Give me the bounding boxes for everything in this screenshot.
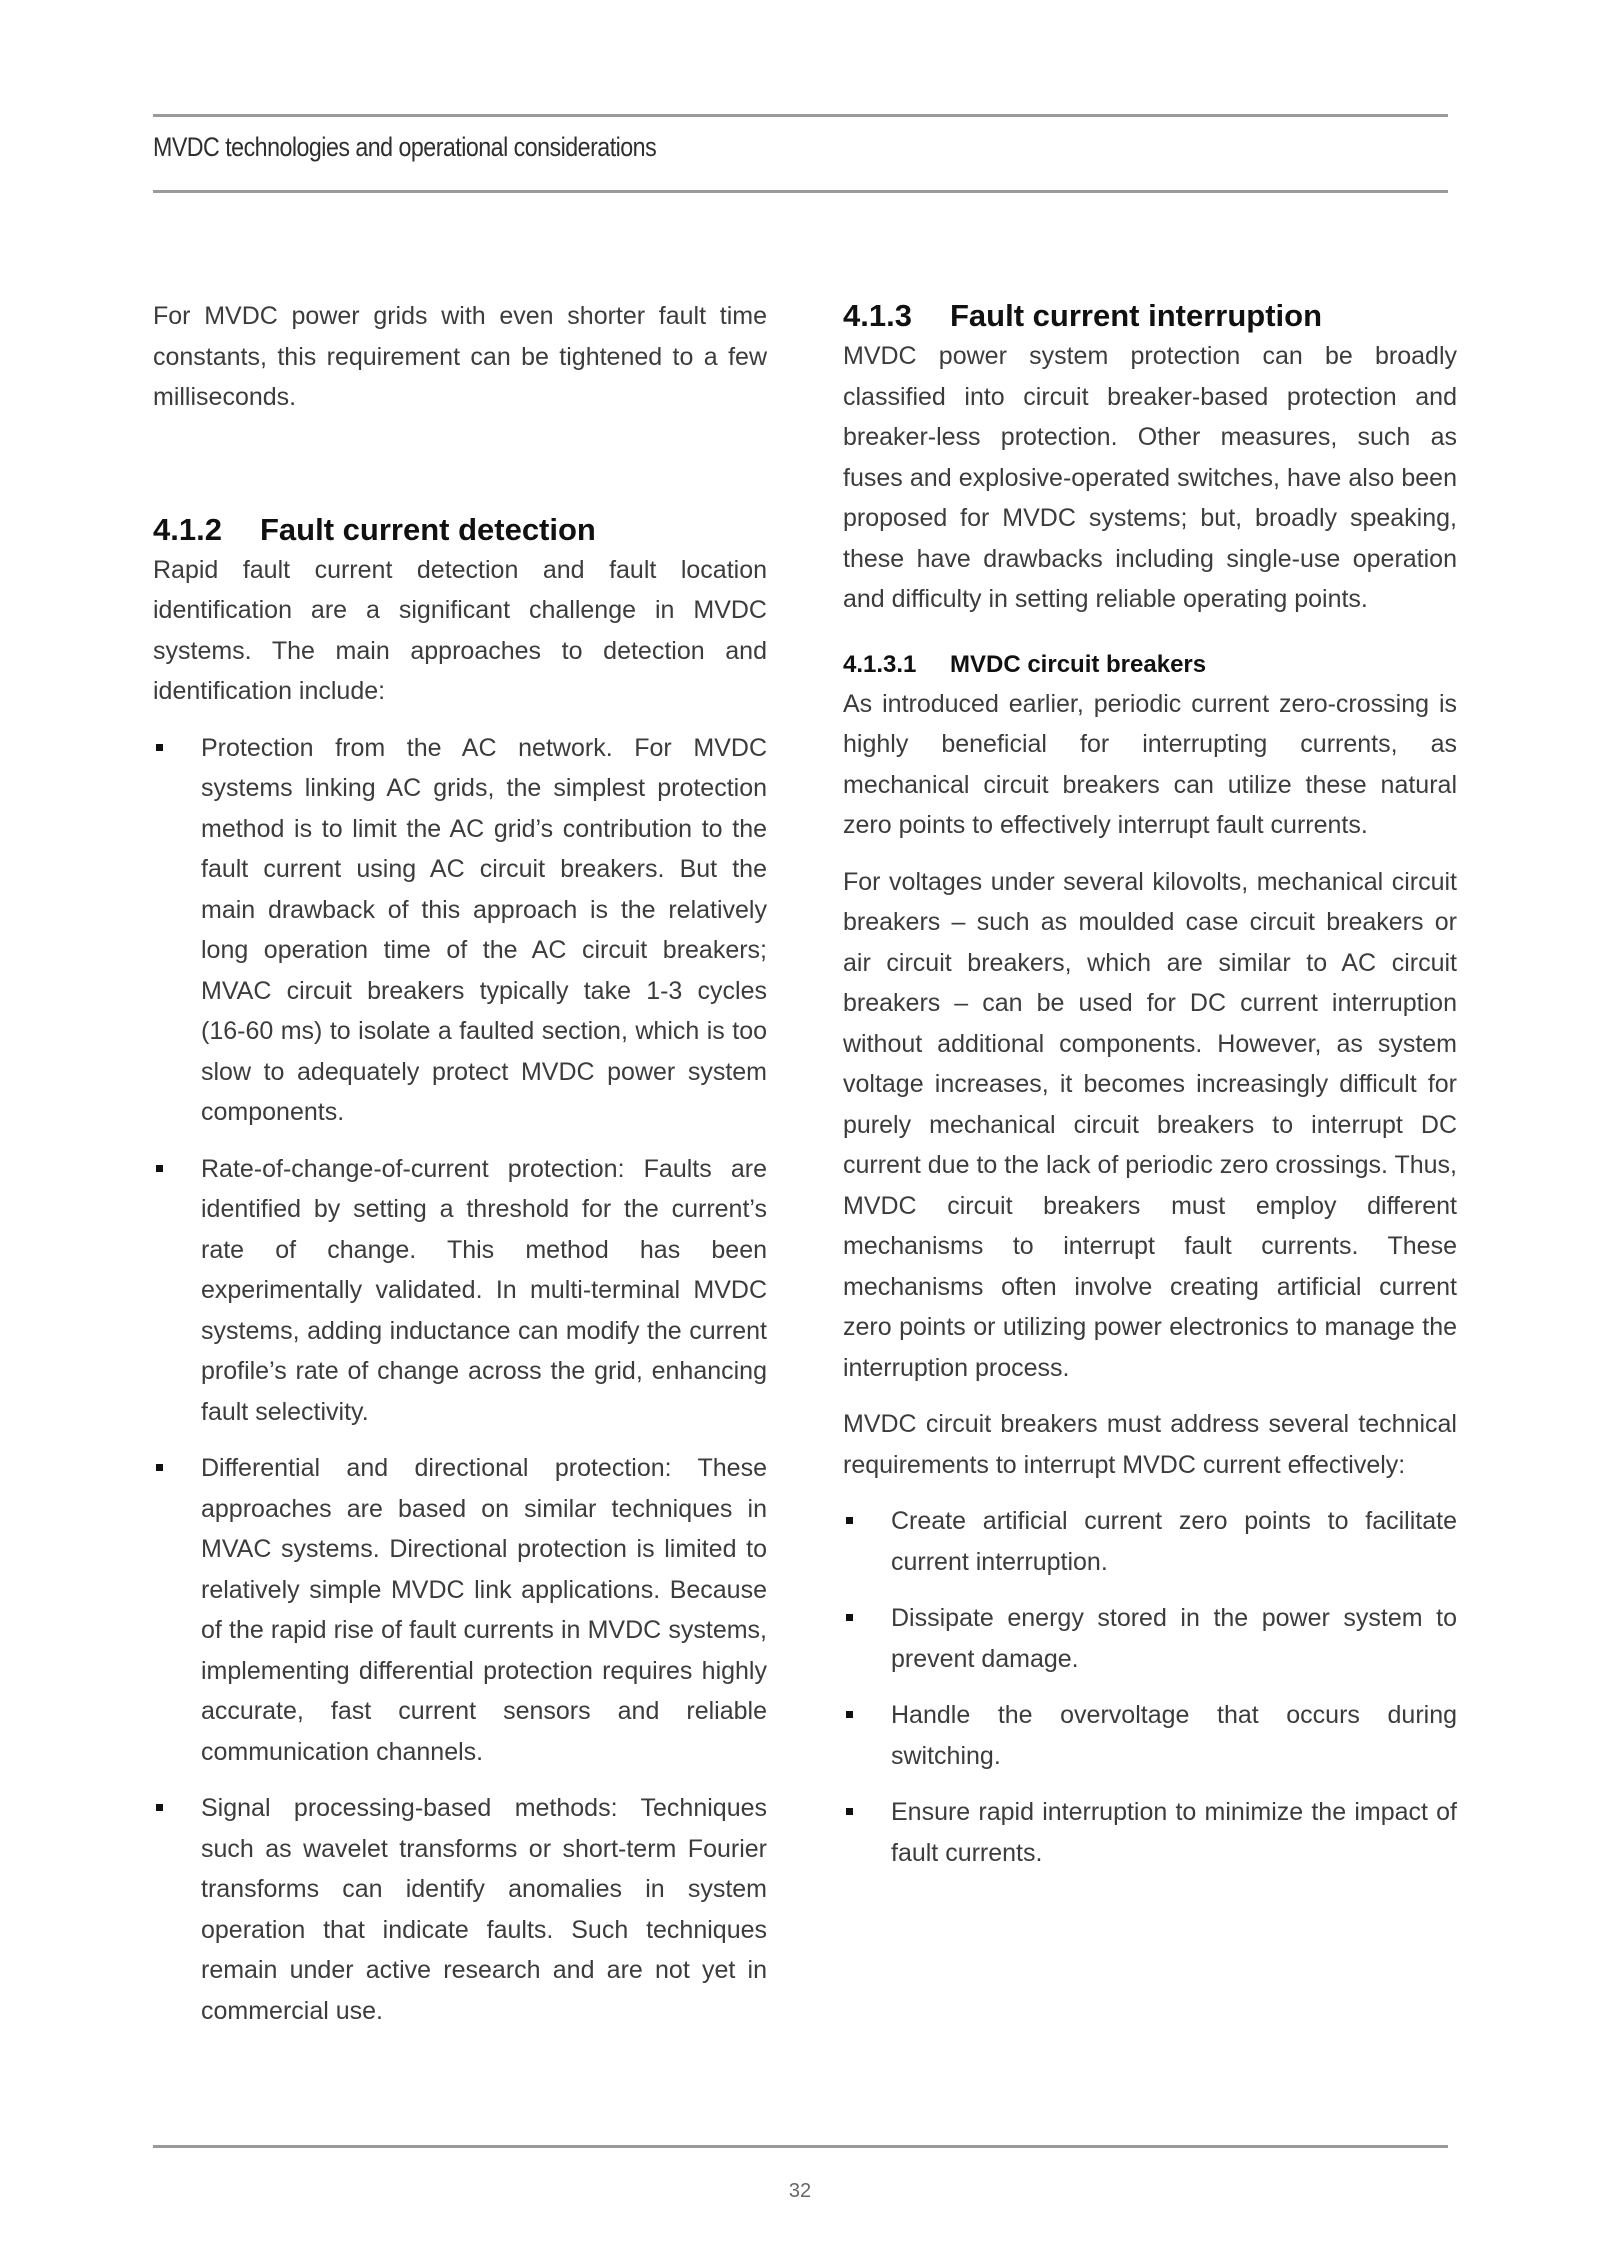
list-item: Protection from the AC network. For MVDC systems linking AC grids, the simplest protection method is to limit the AC grid’s contribution to the fault current using AC circuit breakers. But the main drawback of this approach is the relatively long operation time of the AC circuit breakers; MVAC circuit breakers typically take 1-3 cycles (16-60 ms) to isolate a faulted section, which is too slow to adequately protect MVDC power system components.: [153, 728, 767, 1133]
section-number: 4.1.3: [843, 298, 912, 333]
section-4-1-2-intro: Rapid fault current detection and fault location identification are a significant challenge in MVDC systems. The main approaches to detection and identification include:: [153, 555, 767, 705]
footer-rule: [153, 2145, 1448, 2148]
list-item: Differential and directional protection: These approaches are based on similar techniques in MVAC systems. Directional protection is limited to relatively simple MVDC link applications. Because of the rapid rise of fault currents in MVDC systems, implementing differential protection requires highly accurate, fast current sensors and reliable communication channels.: [153, 1448, 767, 1772]
header-rule-bottom: [153, 190, 1448, 193]
subsection-heading-4-1-3-1: [843, 646, 1457, 684]
breaker-requirements-list: [843, 1501, 1457, 1873]
section-title: Fault current interruption: [950, 298, 1322, 333]
square-bullet-icon: [846, 1808, 853, 1815]
list-item: Handle the overvoltage that occurs during switching.: [843, 1695, 1457, 1776]
detection-approaches-list: [153, 728, 767, 2032]
page-number: 32: [788, 2180, 812, 2202]
square-bullet-icon: [156, 1464, 163, 1471]
list-item: Dissipate energy stored in the power system to prevent damage.: [843, 1598, 1457, 1679]
list-item: Signal processing-based methods: Techniques such as wavelet transforms or short-term Fourier transforms can identify anomalies in system operation that indicate faults. Such techniques remain under active research and are not yet in commercial use.: [153, 1788, 767, 2031]
square-bullet-icon: [846, 1711, 853, 1718]
section-4-1-3-intro: MVDC power system protection can be broadly classified into circuit breaker-based protection and breaker-less protection. Other measures, such as fuses and explosive-operated switches, have also been proposed for MVDC systems; but, broadly speaking, these have drawbacks including single-use operation and difficulty in setting reliable operating points.: [843, 342, 1457, 613]
list-item: Ensure rapid interruption to minimize the impact of fault currents.: [843, 1792, 1457, 1873]
section-heading-4-1-2: [153, 510, 767, 550]
section-number: 4.1.2: [153, 511, 222, 547]
section-heading-4-1-3: [843, 296, 1457, 336]
intro-paragraph: For MVDC power grids with even shorter fault time constants, this requirement can be tightened to a few milliseconds.: [153, 302, 767, 411]
square-bullet-icon: [156, 1804, 163, 1811]
list-item: Rate-of-change-of-current protection: Faults are identified by setting a threshold for the current’s rate of change. This method has been experimentally validated. In multi-terminal MVDC systems, adding inductance can modify the current profile’s rate of change across the grid, enhancing fault selectivity.: [153, 1149, 767, 1433]
left-column: [153, 296, 767, 2047]
subsection-title: MVDC circuit breakers: [950, 650, 1207, 678]
list-item: Create artificial current zero points to facilitate current interruption.: [843, 1501, 1457, 1582]
square-bullet-icon: [156, 744, 163, 751]
subsection-number: 4.1.3.1: [843, 650, 917, 678]
section-title: Fault current detection: [260, 511, 596, 547]
paragraph: MVDC circuit breakers must address several technical requirements to interrupt MVDC current effectively:: [843, 1410, 1457, 1479]
square-bullet-icon: [156, 1165, 163, 1172]
square-bullet-icon: [846, 1517, 853, 1524]
paragraph: For voltages under several kilovolts, mechanical circuit breakers – such as moulded case circuit breakers or air circuit breakers, which are similar to AC circuit breakers – can be used for DC current interruption without additional components. However, as system voltage increases, it becomes increasingly difficult for purely mechanical circuit breakers to interrupt DC current due to the lack of periodic zero crossings. Thus, MVDC circuit breakers must employ different mechanisms to interrupt fault currents. These mechanisms often involve creating artificial current zero points or utilizing power electronics to manage the interruption process.: [843, 867, 1457, 1382]
header-rule-top: [153, 114, 1448, 117]
running-header-title: MVDC technologies and operational considerations: [153, 132, 657, 162]
paragraph: As introduced earlier, periodic current zero-crossing is highly beneficial for interrupting currents, as mechanical circuit breakers can utilize these natural zero points to effectively interrupt fault currents.: [843, 689, 1457, 839]
square-bullet-icon: [846, 1614, 853, 1621]
right-column: [843, 296, 1457, 1889]
